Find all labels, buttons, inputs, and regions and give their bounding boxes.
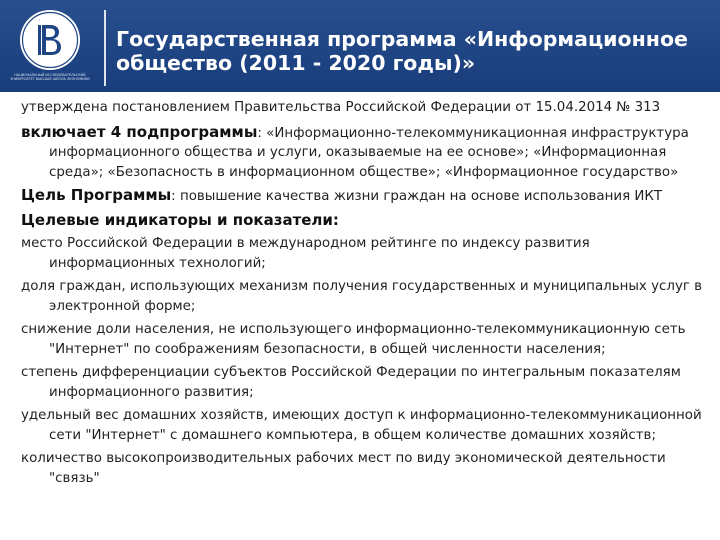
indicators-heading: Целевые индикаторы и показатели: [21, 210, 339, 229]
subprograms-paragraph [21, 123, 711, 183]
indicator-item: доля граждан, использующих механизм получения государственных и муниципальных услуг в электронной форме; [21, 279, 703, 314]
slide-title: Государственная программа «Информационное общество (2011 - 2020 годы)» [116, 27, 688, 75]
svg-text:ʼ: ʼ [39, 19, 41, 25]
slide-content [21, 98, 711, 492]
goal-paragraph [21, 186, 711, 207]
indicator-item: удельный вес домашних хозяйств, имеющих доступ к информационно-телекоммуникационной сети "Интернет" с домашнего компьютера, в общем количестве домашних хозяйств; [21, 408, 702, 443]
goal-label: Цель Программы [21, 186, 172, 204]
subprograms-text: : «Информационно-телекоммуникационная инфраструктура информационного общества и услуги, оказываемые на ее основе»; «Информационная среда»; «Безопасность в информационном обществе»; «Информационное государство» [49, 125, 689, 180]
goal-text: : повышение качества жизни граждан на основе использования ИКТ [171, 189, 663, 204]
approval-text: утверждена постановлением Правительства Российской Федерации от 15.04.2014 № 313 [21, 100, 661, 115]
indicator-item: место Российской Федерации в международном рейтинге по индексу развития информационных технологий; [21, 236, 590, 271]
logo-caption: НАЦИОНАЛЬНЫЙ ИССЛЕДОВАТЕЛЬСКИЙ УНИВЕРСИТЕТ ВЫСШАЯ ШКОЛА ЭКОНОМИКИ [10, 73, 90, 81]
header-divider [104, 10, 106, 86]
indicator-item: снижение доли населения, не использующего информационно-телекоммуникационную сеть "Интернет" по соображениям безопасности, в общей численности населения; [21, 322, 686, 357]
subprograms-label: включает 4 подпрограммы [21, 122, 258, 141]
slide-header [0, 0, 720, 92]
indicator-item: количество высокопроизводительных рабочих мест по виду экономической деятельности "связь" [21, 451, 666, 486]
indicator-item: степень дифференциации субъектов Российской Федерации по интегральным показателям информационного развития; [21, 365, 681, 400]
